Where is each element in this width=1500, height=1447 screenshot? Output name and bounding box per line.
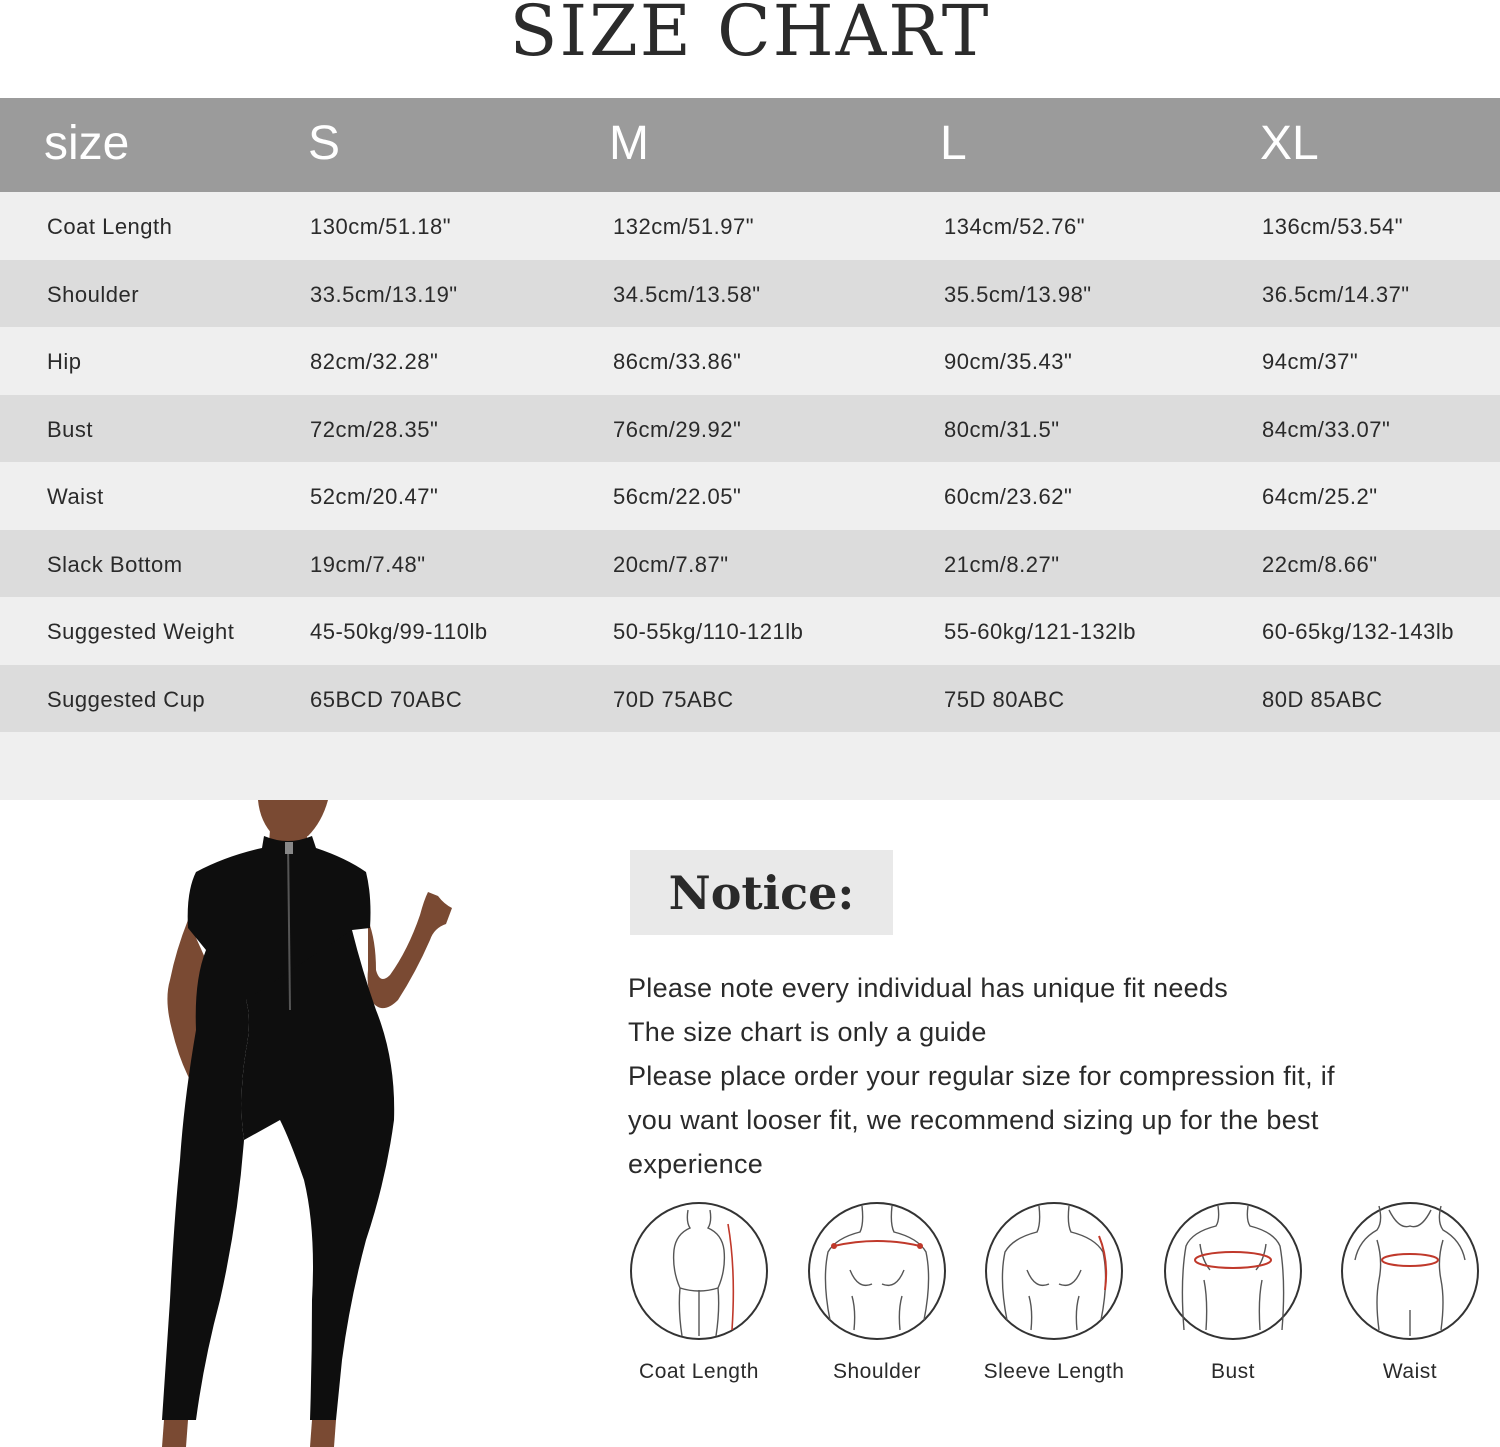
table-cell: 19cm/7.48" — [310, 551, 426, 577]
table-cell: 136cm/53.54" — [1262, 214, 1404, 239]
table-row — [0, 395, 1500, 463]
table-cell: 76cm/29.92" — [613, 416, 742, 442]
measure-waist — [1320, 1200, 1500, 1384]
table-cell: 132cm/51.97" — [613, 214, 755, 239]
table-cell: 94cm/37" — [1262, 349, 1359, 374]
table-row — [0, 597, 1500, 665]
table-cell: 55-60kg/121-132lb — [944, 619, 1136, 644]
table-cell: 65BCD 70ABC — [310, 686, 463, 712]
table-cell: 80cm/31.5" — [944, 416, 1060, 442]
table-cell: 56cm/22.05" — [613, 484, 742, 509]
header-cell: XL — [1260, 117, 1319, 170]
size-chart-table — [0, 98, 1500, 800]
table-cell: 22cm/8.66" — [1262, 551, 1378, 577]
header-cell: S — [308, 117, 341, 170]
table-cell: 134cm/52.76" — [944, 214, 1086, 239]
measure-label: Bust — [1210, 1360, 1256, 1383]
table-cell: 60cm/23.62" — [944, 484, 1073, 509]
notice-line: you want looser fit, we recommend sizing up for the best — [628, 1105, 1319, 1135]
notice-text — [628, 966, 1448, 1186]
table-cell: 84cm/33.07" — [1262, 416, 1391, 442]
table-cell: 70D 75ABC — [613, 686, 734, 712]
table-row — [0, 260, 1500, 328]
measure-bust — [1143, 1200, 1323, 1384]
notice-line: experience — [628, 1149, 764, 1179]
table-cell: 60-65kg/132-143lb — [1262, 619, 1454, 644]
header-cell: size — [44, 117, 130, 170]
table-row — [0, 192, 1500, 260]
row-label: Hip — [47, 349, 82, 374]
row-label: Suggested Weight — [47, 619, 235, 644]
table-cell: 86cm/33.86" — [613, 349, 742, 374]
table-cell: 82cm/32.28" — [310, 349, 439, 374]
table-cell: 35.5cm/13.98" — [944, 281, 1092, 307]
zipper-pull — [285, 842, 293, 854]
table-cell: 90cm/35.43" — [944, 349, 1073, 374]
row-label: Coat Length — [47, 214, 173, 239]
table-cell: 130cm/51.18" — [310, 214, 452, 239]
table-cell: 21cm/8.27" — [944, 551, 1060, 577]
shoulder-icon — [806, 1200, 948, 1342]
measurement-guide — [620, 1200, 1500, 1400]
table-cell: 45-50kg/99-110lb — [310, 619, 488, 644]
table-cell: 64cm/25.2" — [1262, 484, 1378, 509]
table-row — [0, 327, 1500, 395]
notice-heading-box — [630, 850, 893, 935]
measure-sleeve-length — [964, 1200, 1144, 1384]
row-label: Bust — [47, 416, 94, 442]
table-row — [0, 530, 1500, 598]
measure-label: Shoulder — [832, 1360, 922, 1383]
table-cell: 80D 85ABC — [1262, 686, 1383, 712]
measure-label: Sleeve Length — [983, 1360, 1125, 1383]
notice-line: The size chart is only a guide — [628, 1017, 987, 1047]
row-label: Shoulder — [47, 281, 140, 307]
sleeve-length-icon — [983, 1200, 1125, 1342]
table-cell: 36.5cm/14.37" — [1262, 281, 1410, 307]
bust-icon — [1162, 1200, 1304, 1342]
row-label: Waist — [47, 484, 104, 509]
measure-label: Waist — [1382, 1360, 1438, 1383]
table-cell: 75D 80ABC — [944, 686, 1065, 712]
table-cell: 72cm/28.35" — [310, 416, 439, 442]
table-cell: 50-55kg/110-121lb — [613, 619, 804, 644]
row-label: Suggested Cup — [47, 686, 206, 712]
table-cell: 34.5cm/13.58" — [613, 281, 761, 307]
table-row — [0, 665, 1500, 733]
notice-line: Please note every individual has unique fit needs — [628, 973, 1229, 1003]
table-cell: 52cm/20.47" — [310, 484, 439, 509]
table-header-row — [0, 98, 1500, 192]
measure-coat-length — [609, 1200, 789, 1384]
table-cell: 33.5cm/13.19" — [310, 281, 458, 307]
header-cell: L — [940, 117, 967, 170]
page-title: SIZE CHART — [509, 0, 991, 72]
row-label: Slack Bottom — [47, 551, 183, 577]
measure-shoulder — [787, 1200, 967, 1384]
notice-heading: Notice: — [668, 865, 855, 920]
jumpsuit-lower — [241, 930, 394, 1420]
model-photo — [140, 800, 480, 1447]
table-footer-spacer — [0, 732, 1500, 800]
notice-line: Please place order your regular size for compression fit, if — [628, 1061, 1335, 1091]
table-cell: 20cm/7.87" — [613, 551, 729, 577]
coat-length-icon — [628, 1200, 770, 1342]
header-cell: M — [609, 117, 649, 170]
measure-label: Coat Length — [639, 1360, 759, 1383]
waist-icon — [1339, 1200, 1481, 1342]
table-row — [0, 462, 1500, 530]
